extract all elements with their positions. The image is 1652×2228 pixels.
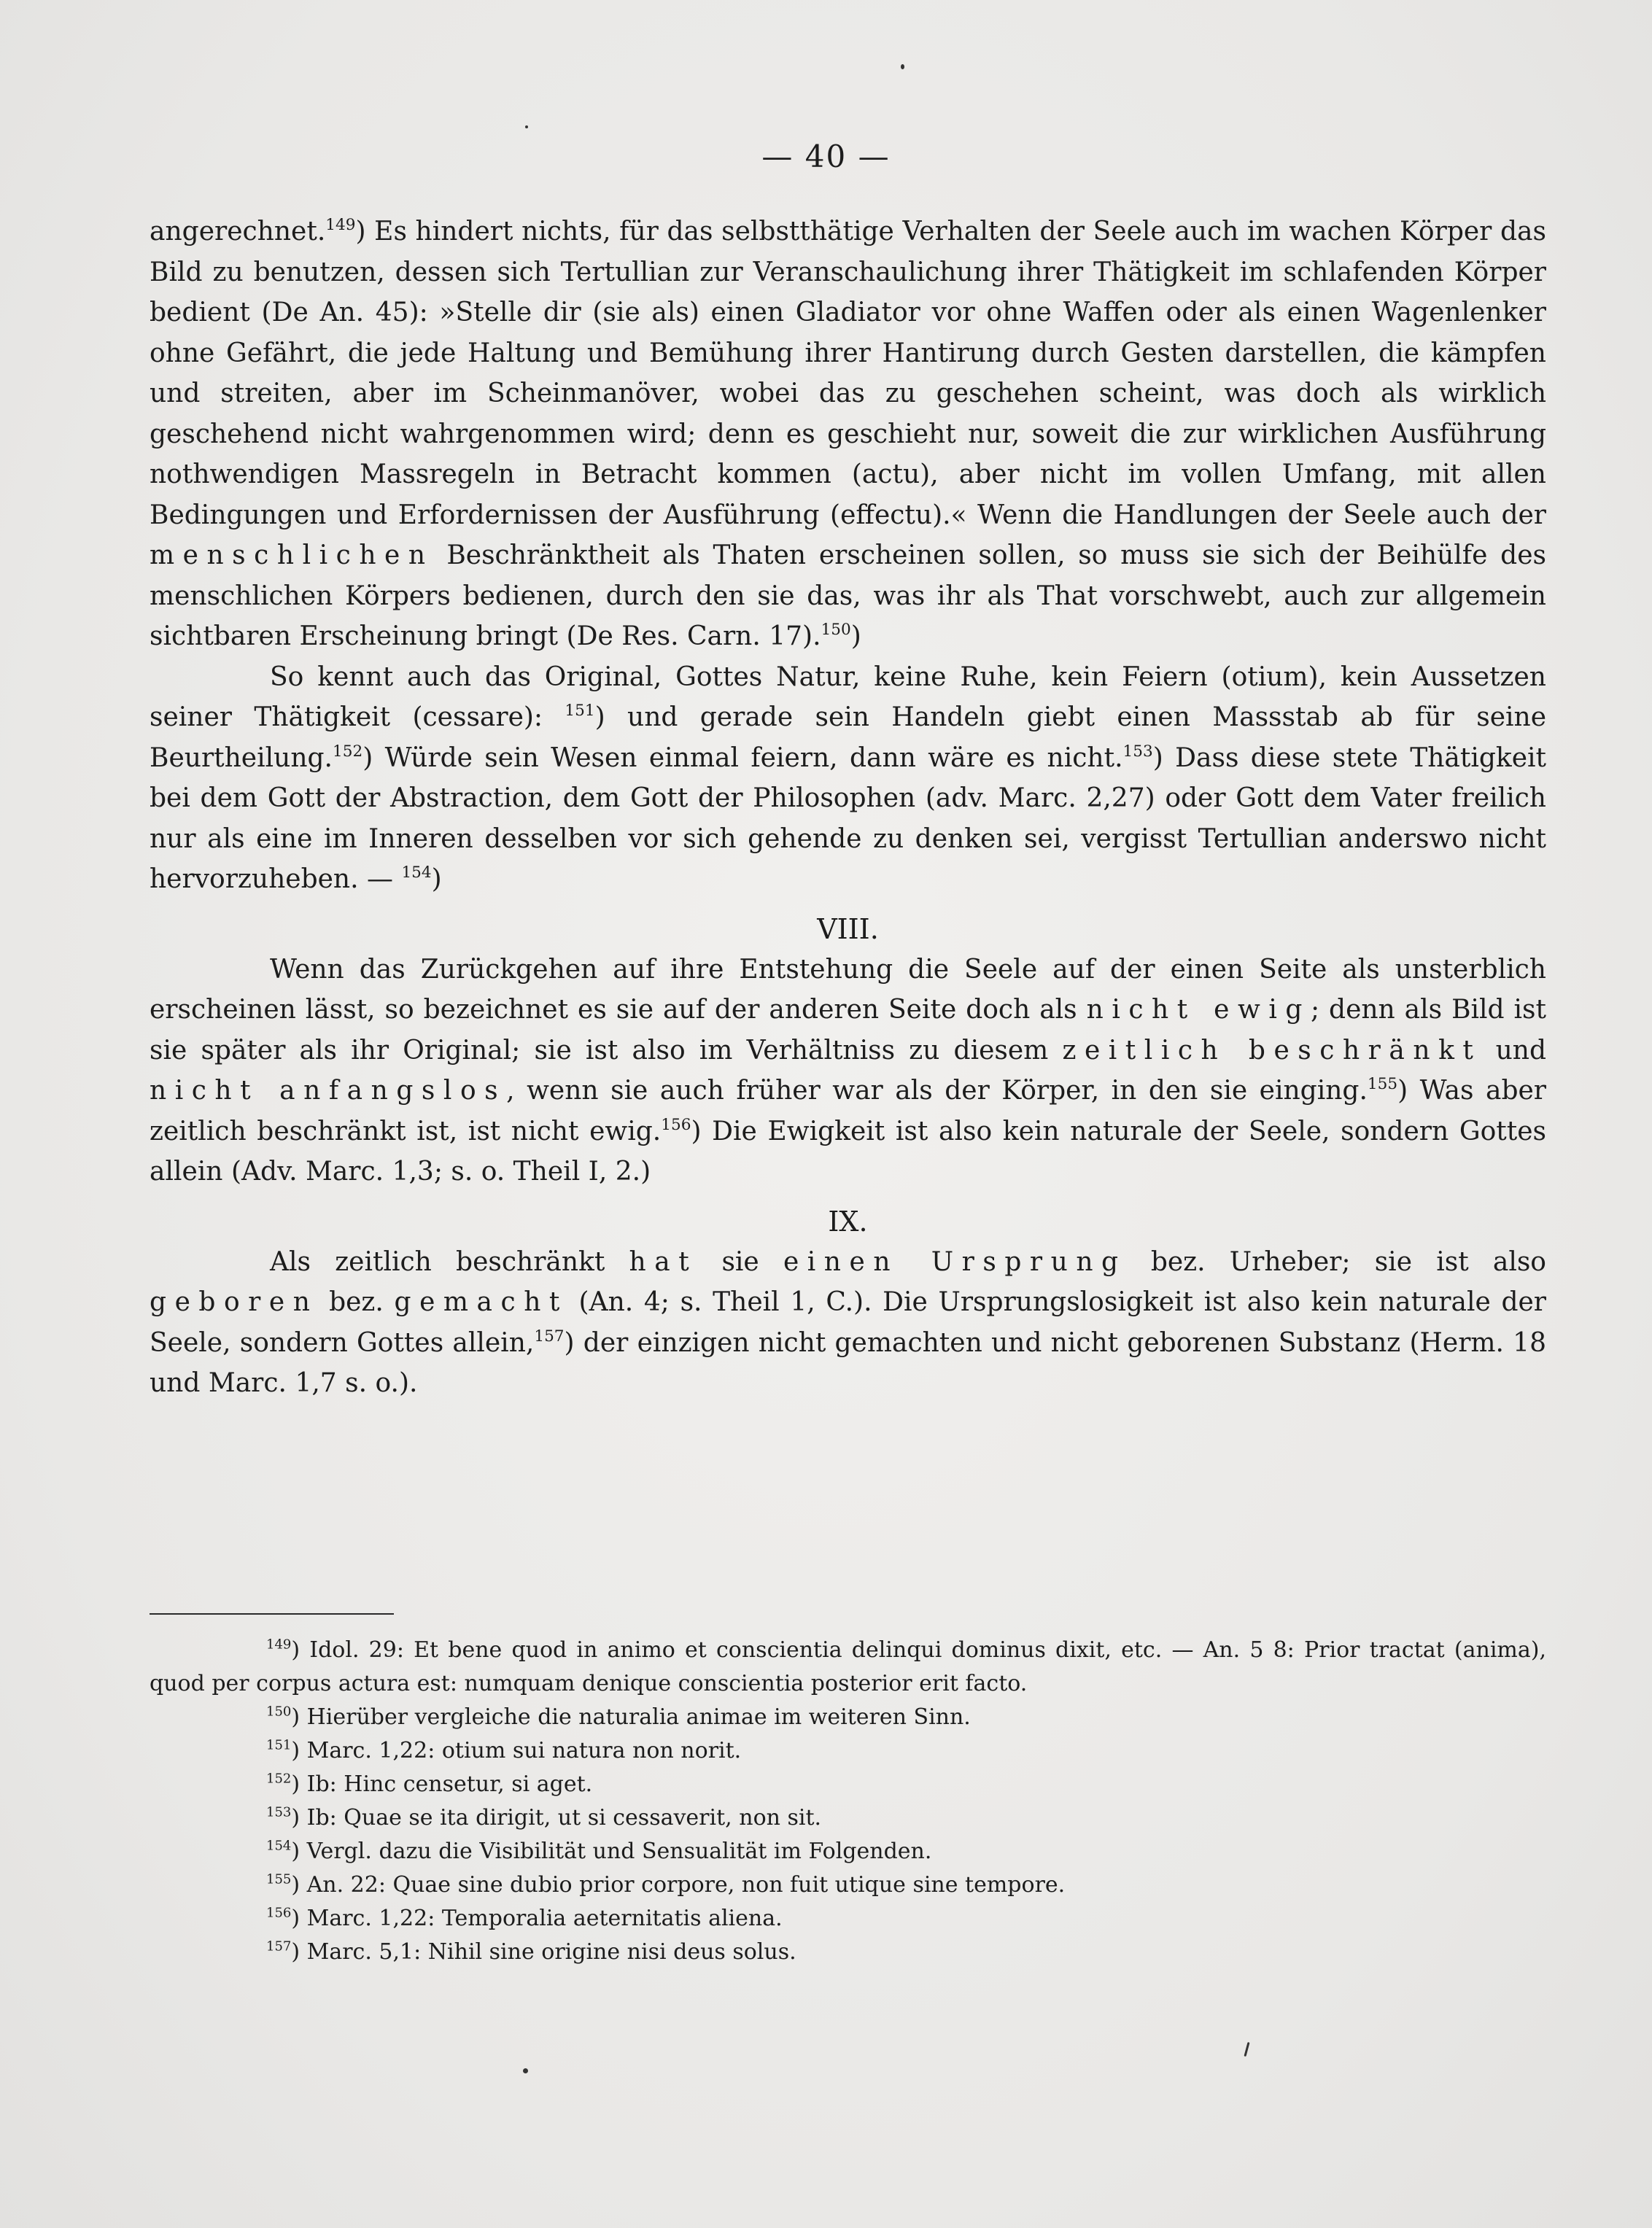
- footnote: $^{151}$) Marc. 1,22: otium sui natura non norit.: [266, 1737, 742, 1763]
- footnote-ref[interactable]: 156: [661, 1115, 691, 1134]
- footnote: $^{149}$) Idol. 29: Et bene quod in animo et conscientia delinqui dominus dixit, etc. — An. 5 8: Prior tractat (anima), quod per corpus actura est: numquam denique conscientia posterior erit facto.: [150, 1637, 1546, 1696]
- footnote-ref[interactable]: 150: [821, 620, 851, 639]
- footnote-ref[interactable]: 155: [1367, 1074, 1398, 1093]
- footnote: $^{150}$) Hierüber vergleiche die naturalia animae im weiteren Sinn.: [266, 1704, 971, 1730]
- footnote-ref[interactable]: 154: [401, 863, 432, 882]
- main-text: [150, 211, 1546, 1404]
- footnote: $^{152}$) Ib: Hinc censetur, si aget.: [266, 1771, 593, 1797]
- ink-speck: [523, 2068, 528, 2073]
- section-heading: IX.: [828, 1205, 868, 1238]
- page-number: — 40 —: [761, 139, 891, 174]
- paragraph: Wenn das Zurückgehen auf ihre Entstehung die Seele auf der einen Seite als unsterblich erscheinen lässt, so bezeichnet es sie auf der anderen Seite doch als nicht ewig; denn als Bild ist sie später als ihr Original; sie ist also im Verhältniss zu diesem zeitlich beschränkt und nicht anfangslos, wenn sie auch früher war als der Körper, in den sie einging.$^{155}$) Was aber zeitlich beschränkt ist, ist nicht ewig.$^{156}$) Die Ewigkeit ist also kein naturale der Seele, sondern Gottes allein (Adv. Marc. 1,3; s. o. Theil I, 2.): [150, 954, 1547, 1187]
- footnote: $^{157}$) Marc. 5,1: Nihil sine origine nisi deus solus.: [266, 1938, 796, 1965]
- footnote-divider: [150, 1613, 394, 1615]
- paragraph: So kennt auch das Original, Gottes Natur, keine Ruhe, kein Feiern (otium), kein Aussetzen seiner Thätigkeit (cessare): $^{151}$) und gerade sein Handeln giebt einen Massstab ab für seine Beurtheilung.$^{152}$) Würde sein Wesen einmal feiern, dann wäre es nicht.$^{153}$) Dass diese stete Thätigkeit bei dem Gott der Abstraction, dem Gott der Philosophen (adv. Marc. 2,27) oder Gott dem Vater freilich nur als eine im Inneren desselben vor sich gehende zu denken sei, vergisst Tertullian anderswo nicht hervorzuheben. — $^{154}$): [150, 661, 1547, 894]
- footnote: $^{154}$) Vergl. dazu die Visibilität und Sensualität im Folgenden.: [266, 1838, 932, 1864]
- footnote: $^{155}$) An. 22: Quae sine dubio prior corpore, non fuit utique sine tempore.: [266, 1871, 1066, 1898]
- footnote-ref[interactable]: 149: [325, 215, 356, 234]
- footnote-ref[interactable]: 157: [534, 1327, 565, 1346]
- footnote: $^{156}$) Marc. 1,22: Temporalia aeternitatis aliena.: [266, 1905, 783, 1931]
- paragraph: angerechnet.$^{149}$) Es hindert nichts, für das selbstthätige Verhalten der Seele auch im wachen Körper das Bild zu benutzen, dessen sich Tertullian zur Veranschaulichung ihrer Thätigkeit im schlafenden Körper bedient (De An. 45): »Stelle dir (sie als) einen Gladiator vor ohne Waffen oder als einen Wagenlenker ohne Gefährt, die jede Haltung und Bemühung ihrer Hantirung durch Gesten darstellen, die kämpfen und streiten, aber im Scheinmanöver, wobei das zu geschehen scheint, was doch als wirklich geschehend nicht wahrgenommen wird; denn es geschieht nur, soweit die zur wirklichen Ausführung nothwendigen Massregeln in Betracht kommen (actu), aber nicht im vollen Umfang, mit allen Bedingungen und Erfordernissen der Ausführung (effectu).« Wenn die Handlungen der Seele auch der menschlichen Beschränktheit als Thaten erscheinen sollen, so muss sie sich der Beihülfe des menschlichen Körpers bedienen, durch den sie das, was ihr als That vorschwebt, auch zur allgemein sichtbaren Erscheinung bringt (De Res. Carn. 17).$^{150}$): [150, 215, 1546, 651]
- section-heading: VIII.: [817, 912, 879, 945]
- ink-speck: [525, 125, 528, 128]
- footnote: $^{153}$) Ib: Quae se ita dirigit, ut si cessaverit, non sit.: [266, 1804, 822, 1831]
- footnote-ref[interactable]: 151: [565, 701, 595, 720]
- ink-speck: [901, 64, 904, 69]
- paragraph: Als zeitlich beschränkt hat sie einen Ursprung bez. Urheber; sie ist also geboren bez. gemacht (An. 4; s. Theil 1, C.). Die Ursprungslosigkeit ist also kein naturale der Seele, sondern Gottes allein,$^{157}$) der einzigen nicht gemachten und nicht geborenen Substanz (Herm. 18 und Marc. 1,7 s. o.).: [150, 1246, 1547, 1398]
- ink-speck: [1244, 2042, 1249, 2057]
- footnote-ref[interactable]: 153: [1122, 742, 1153, 761]
- footnote-ref[interactable]: 152: [333, 742, 363, 761]
- footnotes: [150, 1634, 1546, 1969]
